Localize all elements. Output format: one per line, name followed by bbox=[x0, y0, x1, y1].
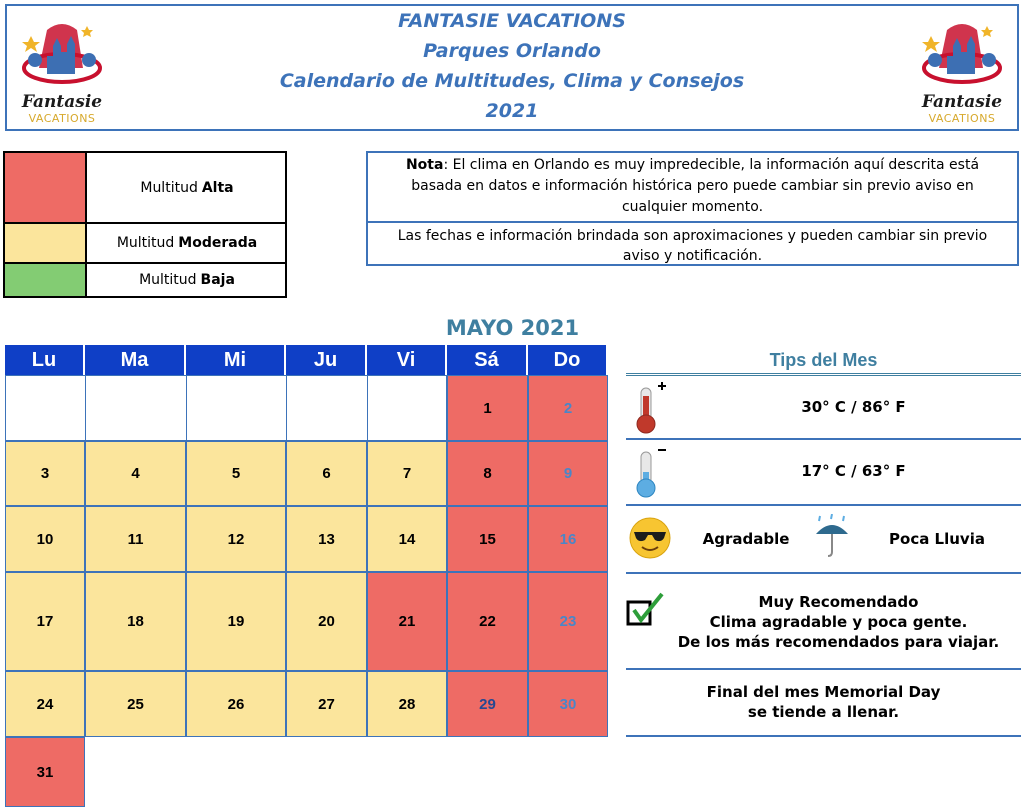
calendar-day: 18 bbox=[85, 572, 186, 671]
disclaimer-note bbox=[366, 151, 1019, 266]
crowd-legend bbox=[3, 151, 287, 298]
calendar-day: 16 bbox=[528, 506, 608, 572]
tip-weather bbox=[626, 506, 1021, 574]
note-label: Nota bbox=[405, 157, 444, 173]
brand-title: FANTASIE VACATIONS bbox=[398, 10, 626, 32]
logo-wordmark: Fantasie bbox=[21, 92, 103, 112]
calendar-empty-cell bbox=[85, 375, 186, 441]
calendar-day: 22 bbox=[447, 572, 528, 671]
legend-row-low bbox=[5, 264, 285, 296]
legend-prefix: Multitud bbox=[116, 235, 175, 251]
sunglasses-emoji-icon bbox=[628, 516, 672, 560]
legend-row-moderate bbox=[5, 224, 285, 264]
calendar-empty-cell bbox=[186, 375, 286, 441]
calendar-day: 2 bbox=[528, 375, 608, 441]
calendar-day: 21 bbox=[367, 572, 447, 671]
legend-level-high: Alta bbox=[201, 179, 234, 196]
tips-title: Tips del Mes bbox=[626, 350, 1021, 376]
calendar-day: 30 bbox=[528, 671, 608, 737]
recommend-line: Clima agradable y poca gente. bbox=[709, 613, 968, 631]
legend-swatch-moderate bbox=[5, 224, 87, 262]
calendar-day: 27 bbox=[286, 671, 367, 737]
weekday-header: Sá bbox=[447, 345, 528, 375]
year-title: 2021 bbox=[485, 100, 539, 122]
thermometer-cold-icon bbox=[630, 446, 670, 500]
weekday-header: Mi bbox=[186, 345, 286, 375]
calendar-day: 17 bbox=[5, 572, 85, 671]
header-banner bbox=[5, 4, 1019, 131]
month-title: MAYO 2021 bbox=[445, 316, 580, 340]
calendar-day: 20 bbox=[286, 572, 367, 671]
calendar-day: 3 bbox=[5, 441, 85, 506]
calendar-day: 25 bbox=[85, 671, 186, 737]
legend-row-high bbox=[5, 153, 285, 224]
weekday-header: Ju bbox=[286, 345, 367, 375]
event-line: Final del mes Memorial Day bbox=[706, 683, 941, 701]
calendar-day: 8 bbox=[447, 441, 528, 506]
calendar-day: 29 bbox=[447, 671, 528, 737]
calendar-day: 5 bbox=[186, 441, 286, 506]
thermometer-hot-icon bbox=[630, 382, 670, 436]
calendar-day: 6 bbox=[286, 441, 367, 506]
logo-subtitle: VACATIONS bbox=[28, 112, 96, 125]
calendar-day: 10 bbox=[5, 506, 85, 572]
recommend-title: Muy Recomendado bbox=[758, 593, 919, 611]
weekday-header: Ma bbox=[85, 345, 186, 375]
legend-level-low: Baja bbox=[200, 272, 235, 288]
calendar-day: 4 bbox=[85, 441, 186, 506]
calendar-day: 23 bbox=[528, 572, 608, 671]
logo-wordmark: Fantasie bbox=[921, 92, 1003, 112]
calendar-day: 13 bbox=[286, 506, 367, 572]
logo-subtitle: VACATIONS bbox=[928, 112, 996, 125]
rain-text: Poca Lluvia bbox=[889, 530, 985, 548]
calendar-subtitle: Calendario de Multitudes, Clima y Consejos bbox=[279, 70, 745, 92]
note-text-secondary: Las fechas e información brindada son aproximaciones y pueden cambiar sin previo aviso y notificación. bbox=[397, 228, 988, 264]
legend-swatch-low bbox=[5, 264, 87, 296]
calendar-day: 1 bbox=[447, 375, 528, 441]
weekday-header: Lu bbox=[5, 345, 85, 375]
legend-prefix: Multitud bbox=[139, 272, 197, 288]
calendar-day: 15 bbox=[447, 506, 528, 572]
calendar-day: 19 bbox=[186, 572, 286, 671]
calendar-empty-cell bbox=[367, 375, 447, 441]
weekday-header: Do bbox=[528, 345, 608, 375]
umbrella-rain-icon bbox=[812, 514, 852, 558]
weekday-header: Vi bbox=[367, 345, 447, 375]
low-temp-text: 17° C / 63° F bbox=[801, 462, 906, 480]
calendar-empty-cell bbox=[286, 375, 367, 441]
calendar-day: 12 bbox=[186, 506, 286, 572]
event-line: se tiende a llenar. bbox=[747, 703, 900, 721]
calendar-day: 24 bbox=[5, 671, 85, 737]
park-title: Parques Orlando bbox=[423, 40, 601, 62]
legend-prefix: Multitud bbox=[140, 179, 198, 196]
calendar-day: 26 bbox=[186, 671, 286, 737]
high-temp-text: 30° C / 86° F bbox=[801, 398, 906, 416]
fantasie-logo-right bbox=[917, 16, 1007, 126]
calendar-day: 7 bbox=[367, 441, 447, 506]
calendar-day: 14 bbox=[367, 506, 447, 572]
calendar-day: 28 bbox=[367, 671, 447, 737]
calendar-empty-cell bbox=[5, 375, 85, 441]
weather-text: Agradable bbox=[702, 530, 790, 548]
note-text: : El clima en Orlando es muy impredecible, la información aquí descrita está basada en datos e información histórica pero puede cambiar sin previo aviso en cualquier momento. bbox=[411, 157, 980, 215]
calendar-day: 9 bbox=[528, 441, 608, 506]
legend-level-moderate: Moderada bbox=[178, 235, 258, 251]
tip-event bbox=[626, 670, 1021, 737]
calendar-day: 11 bbox=[85, 506, 186, 572]
castle-hat-icon bbox=[917, 16, 1007, 96]
tip-high-temp bbox=[626, 378, 1021, 440]
recommend-line: De los más recomendados para viajar. bbox=[677, 633, 1000, 651]
calendar-day: 31 bbox=[5, 737, 85, 807]
tip-recommendation bbox=[626, 574, 1021, 670]
tip-low-temp bbox=[626, 440, 1021, 506]
legend-swatch-high bbox=[5, 153, 87, 222]
